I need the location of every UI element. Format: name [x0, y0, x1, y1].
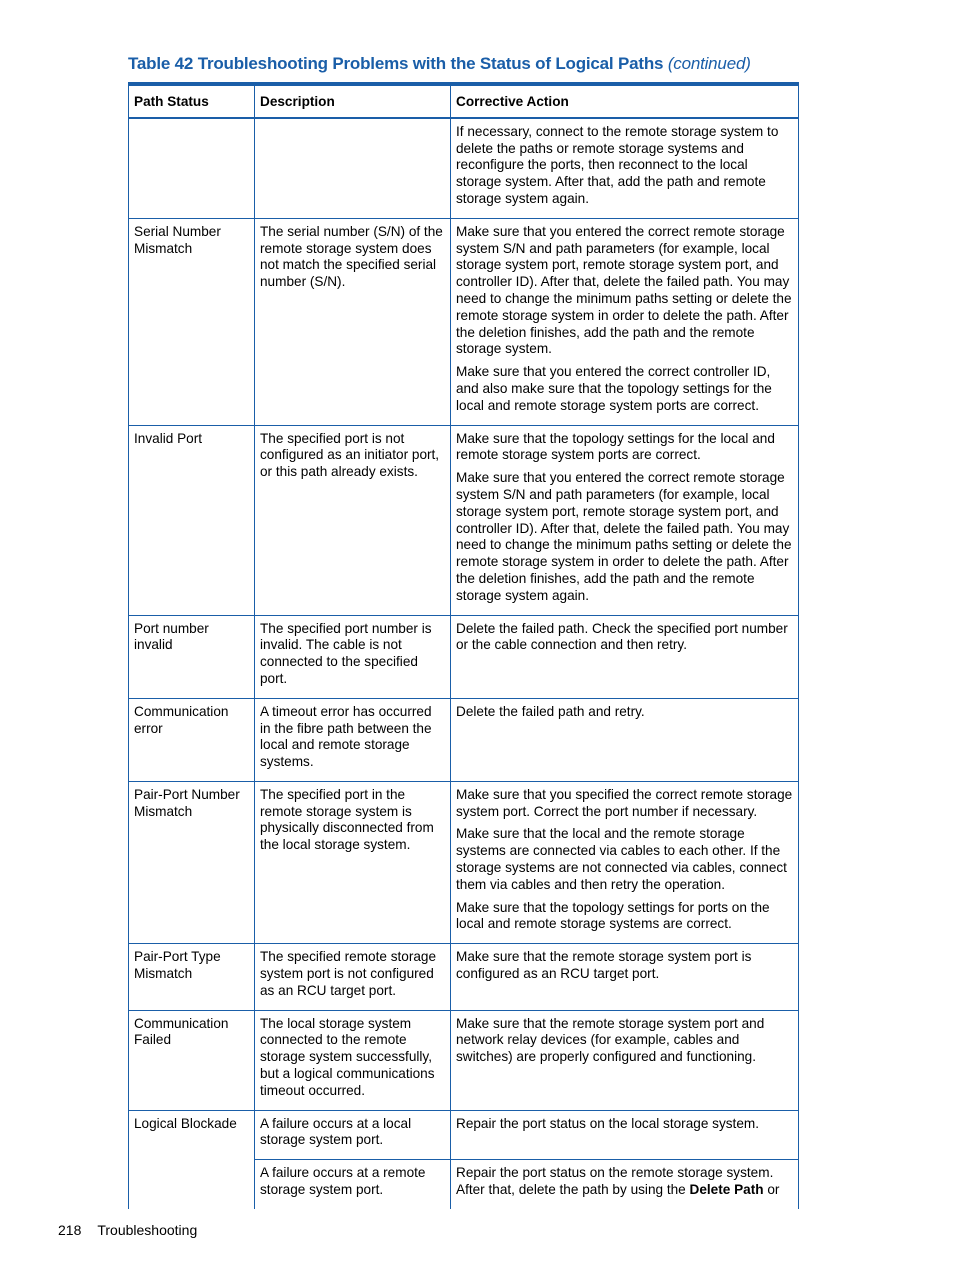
header-path-status: Path Status	[129, 84, 255, 118]
action-text: Make sure that you entered the correct controller ID, and also make sure that the topology settings for the local and remote storage system ports are correct.	[456, 364, 772, 413]
action-cell	[451, 1010, 799, 1110]
action-cell	[451, 218, 799, 425]
action-cell	[451, 615, 799, 698]
table-header-row	[129, 84, 799, 118]
status-cell-logical-blockade: Logical Blockade	[129, 1110, 255, 1209]
footer-section: Troubleshooting	[97, 1222, 198, 1238]
action-text: Repair the port status on the local storage system.	[456, 1115, 759, 1131]
action-cell	[451, 425, 799, 615]
action-text: Make sure that the remote storage system port and network relay devices (for example, cables and switches) are properly configured and functioning.	[456, 1015, 765, 1065]
delete-path-term: Delete Path	[689, 1182, 764, 1198]
description-cell: The specified port in the remote storage system is physically disconnected from the local storage system.	[255, 781, 451, 943]
action-cell	[451, 698, 799, 781]
page-number: 218	[58, 1222, 82, 1238]
status-cell: Communication Failed	[129, 1010, 255, 1110]
description-cell: A failure occurs at a local storage system port.	[255, 1110, 451, 1160]
action-cell	[451, 781, 799, 943]
action-text: Make sure that you entered the correct remote storage system S/N and path parameters (for example, local storage system port, remote storage system port, and controller ID). After that, delete the failed path. You may need to change the minimum paths setting or delete the remote storage system in order to delete the path. After the deletion finishes, add the path and the remote storage system.	[456, 223, 792, 357]
action-text: Make sure that the topology settings for the local and remote storage system ports are correct.	[456, 430, 775, 463]
action-text: Delete the failed path. Check the specified port number or the cable connection and then retry.	[456, 620, 788, 653]
table-row	[129, 781, 799, 943]
action-cell	[451, 1110, 799, 1160]
action-text: Make sure that the local and the remote storage systems are connected via cables to each other. If the storage systems are not connected via cables, connect them via cables and then retry the operation.	[456, 826, 787, 892]
table-row	[129, 425, 799, 615]
table-row	[129, 615, 799, 698]
action-cell	[451, 118, 799, 218]
table-row	[129, 218, 799, 425]
action-text-part: Repair the port status on the remote storage system. After that, delete the path by using the	[456, 1165, 774, 1198]
description-cell: The local storage system connected to the remote storage system successfully, but a logical communications timeout occurred.	[255, 1010, 451, 1110]
action-text-part: or	[767, 1182, 780, 1198]
troubleshooting-table	[128, 82, 799, 1209]
page-footer	[58, 1222, 197, 1238]
table-row	[129, 944, 799, 1010]
description-cell: A timeout error has occurred in the fibre path between the local and remote storage systems.	[255, 698, 451, 781]
status-cell	[129, 118, 255, 218]
header-description: Description	[255, 84, 451, 118]
description-cell: A failure occurs at a remote storage system port.	[255, 1160, 451, 1209]
table-caption	[128, 54, 828, 74]
description-cell: The serial number (S/N) of the remote storage system does not match the specified serial number (S/N).	[255, 218, 451, 425]
description-cell: The specified remote storage system port is not configured as an RCU target port.	[255, 944, 451, 1010]
status-cell: Port number invalid	[129, 615, 255, 698]
action-cell	[451, 1160, 799, 1209]
action-text: If necessary, connect to the remote storage system to delete the paths or remote storage systems and reconfigure the ports, then reconnect to the local storage system. After that, add the path and remote storage system again.	[456, 123, 779, 206]
action-cell	[451, 944, 799, 1010]
description-cell	[255, 118, 451, 218]
action-text: Make sure that you specified the correct remote storage system port. Correct the port number if necessary.	[456, 786, 793, 819]
table-row	[129, 1010, 799, 1110]
table-row	[129, 1110, 799, 1160]
action-text: Make sure that you entered the correct remote storage system S/N and path parameters (for example, local storage system port, remote storage system port, and controller ID). After that, delete the failed path. You may need to change the minimum paths setting or delete the remote storage system in order to delete the path. After the deletion finishes, add the path and the remote storage system again.	[456, 470, 792, 603]
description-cell: The specified port number is invalid. The cable is not connected to the specified port.	[255, 615, 451, 698]
status-cell: Pair-Port Number Mismatch	[129, 781, 255, 943]
action-text: Make sure that the topology settings for ports on the local and remote storage systems are correct.	[456, 899, 770, 932]
description-cell: The specified port is not configured as an initiator port, or this path already exists.	[255, 425, 451, 615]
table-title: Table 42 Troubleshooting Problems with the Status of Logical Paths	[128, 54, 664, 73]
status-cell: Communication error	[129, 698, 255, 781]
action-text: Delete the failed path and retry.	[456, 703, 645, 719]
status-cell: Serial Number Mismatch	[129, 218, 255, 425]
action-text: Make sure that the remote storage system port is configured as an RCU target port.	[456, 949, 752, 982]
table-continued: (continued)	[667, 54, 751, 73]
table-row	[129, 698, 799, 781]
status-cell: Invalid Port	[129, 425, 255, 615]
action-text	[456, 1165, 793, 1199]
table-row	[129, 118, 799, 218]
header-corrective-action: Corrective Action	[451, 84, 799, 118]
status-cell: Pair-Port Type Mismatch	[129, 944, 255, 1010]
